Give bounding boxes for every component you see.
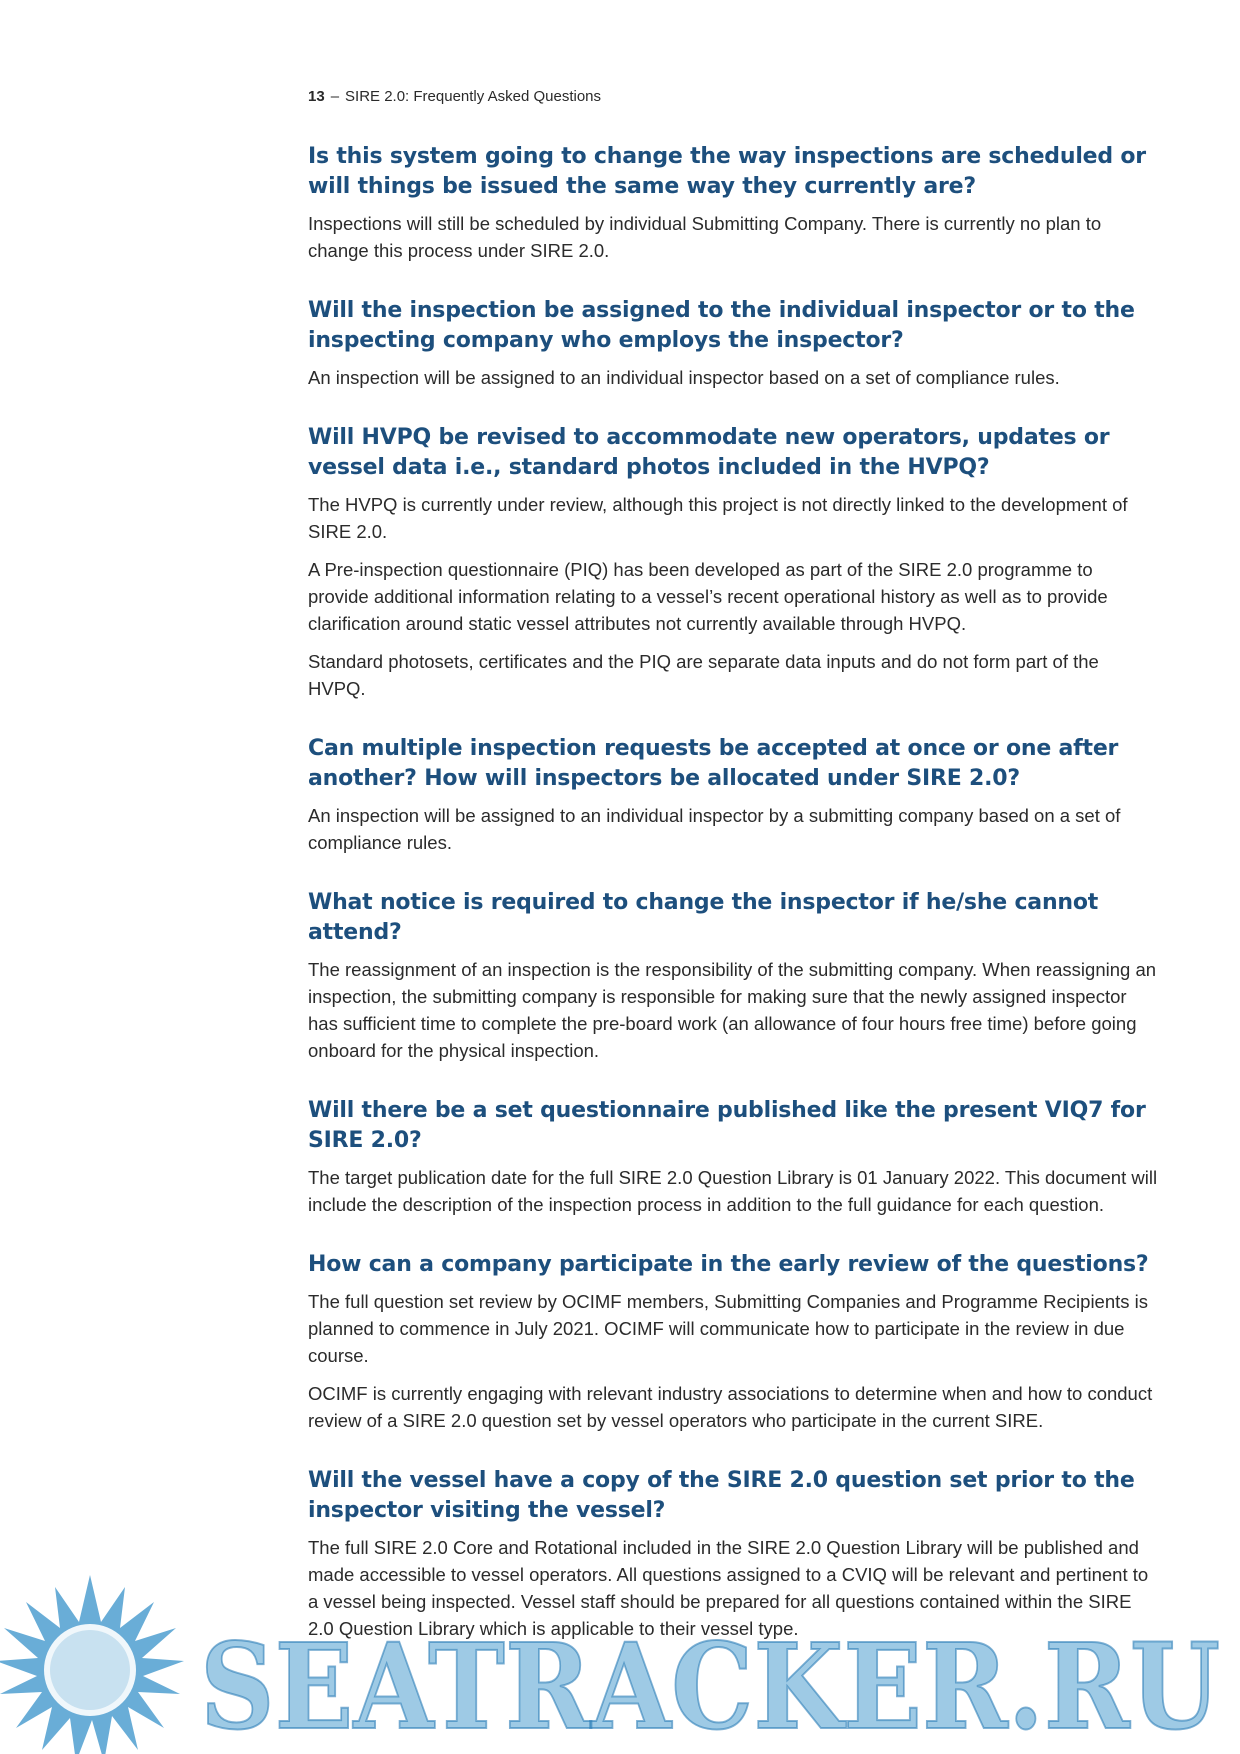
faq-answer: A Pre-inspection questionnaire (PIQ) has been developed as part of the SIRE 2.0 programme to provide additional information relating to a vessel’s recent operational history as well as to provide clarification around static vessel attributes not currently available through HVPQ. (308, 559, 1108, 634)
faq-list (308, 142, 1158, 1674)
faq-item (308, 888, 1158, 1064)
sun-icon (0, 1575, 184, 1754)
page-number: 13 (308, 88, 325, 105)
faq-item (308, 1096, 1158, 1218)
faq-answer: The reassignment of an inspection is the responsibility of the submitting company. When reassigning an inspection, the submitting company is responsible for making sure that the newly assigned inspector has sufficient time to complete the pre-board work (an allowance of four hours free time) before going onboard for the physical inspection. (308, 959, 1157, 1061)
faq-question: Will there be a set questionnaire published like the present VIQ7 for SIRE 2.0? (308, 1098, 1146, 1153)
faq-answer: Inspections will still be scheduled by individual Submitting Company. There is currently no plan to change this process under SIRE 2.0. (308, 213, 1102, 261)
page-header (308, 88, 601, 105)
faq-question: Will the inspection be assigned to the individual inspector or to the inspecting company who employs the inspector? (308, 298, 1135, 353)
faq-question: Can multiple inspection requests be accepted at once or one after another? How will inspectors be allocated under SIRE 2.0? (308, 736, 1119, 791)
faq-item (308, 423, 1158, 702)
faq-question: Is this system going to change the way inspections are scheduled or will things be issued the same way they currently are? (308, 144, 1146, 199)
faq-item (308, 296, 1158, 391)
faq-answer: The HVPQ is currently under review, although this project is not directly linked to the development of SIRE 2.0. (308, 494, 1128, 542)
faq-item (308, 1250, 1158, 1434)
faq-question: What notice is required to change the inspector if he/she cannot attend? (308, 890, 1099, 945)
document-title: SIRE 2.0: Frequently Asked Questions (345, 88, 601, 105)
faq-answer: OCIMF is currently engaging with relevant industry associations to determine when and how to conduct review of a SIRE 2.0 question set by vessel operators who participate in the current SIRE. (308, 1383, 1153, 1431)
faq-answer: The full question set review by OCIMF members, Submitting Companies and Programme Recipients is planned to commence in July 2021. OCIMF will communicate how to participate in the review in due course. (308, 1291, 1149, 1366)
faq-question: Will the vessel have a copy of the SIRE 2.0 question set prior to the inspector visiting the vessel? (308, 1468, 1135, 1523)
watermark-text: SEATRACKER.RU (200, 1617, 1220, 1754)
header-separator: – (330, 88, 340, 105)
faq-question: Will HVPQ be revised to accommodate new operators, updates or vessel data i.e., standard photos included in the HVPQ? (308, 425, 1110, 480)
faq-item (308, 1466, 1158, 1642)
faq-item (308, 734, 1158, 856)
faq-answer: An inspection will be assigned to an individual inspector by a submitting company based on a set of compliance rules. (308, 805, 1121, 853)
faq-answer: Standard photosets, certificates and the PIQ are separate data inputs and do not form part of the HVPQ. (308, 651, 1099, 699)
faq-answer: The target publication date for the full SIRE 2.0 Question Library is 01 January 2022. This document will include the description of the inspection process in addition to the full guidance for each question. (308, 1167, 1158, 1215)
faq-question: How can a company participate in the early review of the questions? (308, 1252, 1149, 1277)
faq-answer: An inspection will be assigned to an individual inspector based on a set of compliance rules. (308, 367, 1060, 388)
faq-item (308, 142, 1158, 264)
faq-answer: The full SIRE 2.0 Core and Rotational included in the SIRE 2.0 Question Library will be published and made accessible to vessel operators. All questions assigned to a CVIQ will be relevant and pertinent to a vessel being inspected. Vessel staff should be prepared for all questions contained within the SIRE 2.0 Question Library which is applicable to their vessel type. (308, 1537, 1149, 1639)
